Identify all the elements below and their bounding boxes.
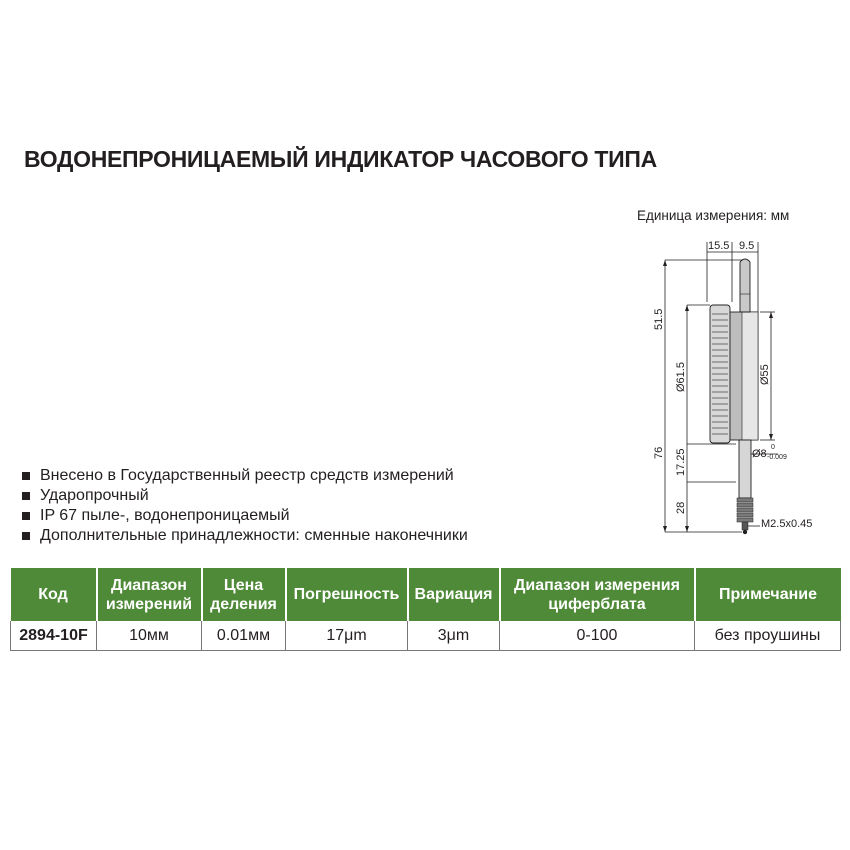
header-variation: Вариация [408, 568, 500, 621]
feature-list [22, 466, 468, 546]
square-bullet-icon [22, 472, 30, 480]
cell-dial-range: 0-100 [500, 621, 695, 651]
header-graduation: Цена деления [202, 568, 286, 621]
feature-item: Внесено в Государственный реестр средств измерений [22, 466, 468, 486]
dim-9-5: 9.5 [739, 240, 755, 252]
dim-28: 28 [675, 501, 687, 514]
cell-graduation: 0.01мм [202, 621, 286, 651]
unit-label: Единица измерения: мм [637, 208, 790, 223]
header-accuracy: Погрешность [286, 568, 408, 621]
cell-accuracy: 17μm [286, 621, 408, 651]
dimension-drawing [630, 232, 840, 550]
header-dial-range: Диапазон измерения циферблата [500, 568, 695, 621]
cell-note: без проушины [695, 621, 841, 651]
cell-variation: 3μm [408, 621, 500, 651]
dim-17-25: 17.25 [675, 448, 687, 476]
header-range: Диапазон измерений [97, 568, 202, 621]
spec-table [10, 568, 841, 651]
feature-item: Дополнительные принадлежности: сменные наконечники [22, 526, 468, 546]
dim-thread: M2.5x0.45 [761, 518, 813, 530]
cell-range: 10мм [97, 621, 202, 651]
dim-diameter-8-upper-tol: 0 [771, 444, 775, 451]
dim-diameter-8-lower-tol: -0.009 [767, 454, 787, 461]
header-note: Примечание [695, 568, 841, 621]
page-title: ВОДОНЕПРОНИЦАЕМЫЙ ИНДИКАТОР ЧАСОВОГО ТИПА [24, 146, 657, 172]
dim-diameter-61-5: Ø61.5 [675, 362, 687, 392]
square-bullet-icon [22, 492, 30, 500]
cell-code: 2894-10F [11, 621, 97, 651]
dim-15-5: 15.5 [708, 240, 730, 252]
dim-76: 76 [653, 446, 665, 459]
square-bullet-icon [22, 512, 30, 520]
header-code: Код [11, 568, 97, 621]
square-bullet-icon [22, 532, 30, 540]
dim-51-5: 51.5 [653, 308, 665, 330]
dim-diameter-55: Ø55 [759, 364, 771, 385]
table-row [11, 621, 841, 651]
dim-diameter-8: Ø8 [752, 448, 767, 460]
table-header-row [11, 568, 841, 621]
feature-item: Ударопрочный [22, 486, 468, 506]
feature-item: IP 67 пыле-, водонепроницаемый [22, 506, 468, 526]
